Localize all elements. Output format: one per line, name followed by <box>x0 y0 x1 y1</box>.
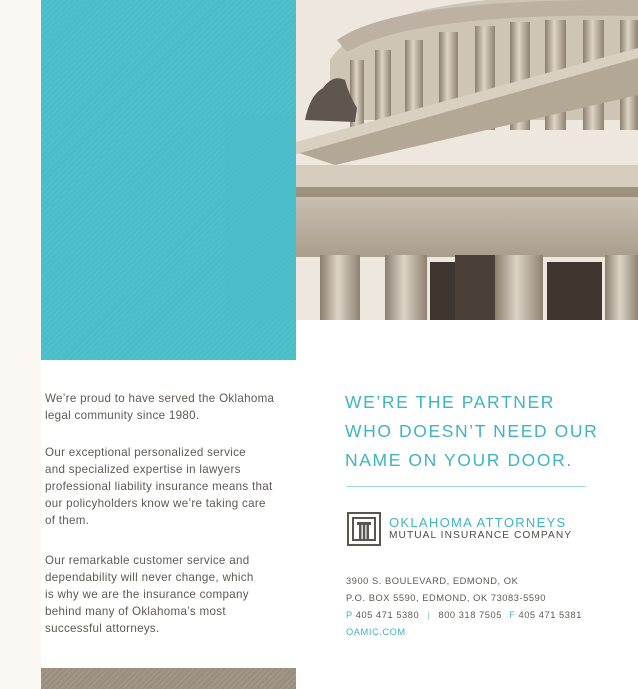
service-line: professional liability insurance means that <box>45 480 273 493</box>
service-line: of them. <box>45 514 90 527</box>
customer-paragraph <box>45 552 254 637</box>
left-margin-strip <box>0 0 41 689</box>
divider-rule <box>346 486 586 487</box>
headline-line: WHO DOESN’T NEED OUR <box>345 421 599 441</box>
service-line: and specialized expertise in lawyers <box>45 463 241 476</box>
address-po-box: P.O. BOX 5590, EDMOND, OK 73083-5590 <box>346 593 546 603</box>
intro-line: We’re proud to have served the Oklahoma <box>45 392 275 405</box>
phone-number[interactable]: 405 471 5380 <box>355 610 420 620</box>
service-line: our policyholders know we’re taking care <box>45 497 266 510</box>
customer-line: dependability will never change, which <box>45 571 254 584</box>
company-subtitle: MUTUAL INSURANCE COMPANY <box>389 530 573 541</box>
customer-line: is why we are the insurance company <box>45 588 249 601</box>
intro-line: legal community since 1980. <box>45 409 200 422</box>
fax-prefix: F <box>509 610 516 620</box>
phone-separator: | <box>427 610 431 620</box>
bottom-stone-band <box>41 668 296 689</box>
customer-line: behind many of Oklahoma’s most <box>45 605 226 618</box>
intro-paragraph <box>45 390 274 424</box>
customer-line: Our remarkable customer service and <box>45 554 250 567</box>
phone-line <box>346 610 582 620</box>
fax-number: 405 471 5381 <box>518 610 582 620</box>
headline <box>345 388 598 475</box>
address-street: 3900 S. BOULEVARD, EDMOND, OK <box>346 576 519 586</box>
building-columns-icon <box>347 512 381 546</box>
website-link[interactable]: OAMIC.COM <box>346 627 406 637</box>
tollfree-number[interactable]: 800 318 7505 <box>438 610 502 620</box>
phone-prefix: P <box>346 610 353 620</box>
customer-line: successful attorneys. <box>45 622 160 635</box>
company-name: OKLAHOMA ATTORNEYS <box>389 515 567 530</box>
teal-photo-overlay <box>225 115 296 320</box>
headline-line: WE’RE THE PARTNER <box>345 392 556 412</box>
service-paragraph <box>45 444 273 529</box>
service-line: Our exceptional personalized service <box>45 446 246 459</box>
headline-line: NAME ON YOUR DOOR. <box>345 450 573 470</box>
